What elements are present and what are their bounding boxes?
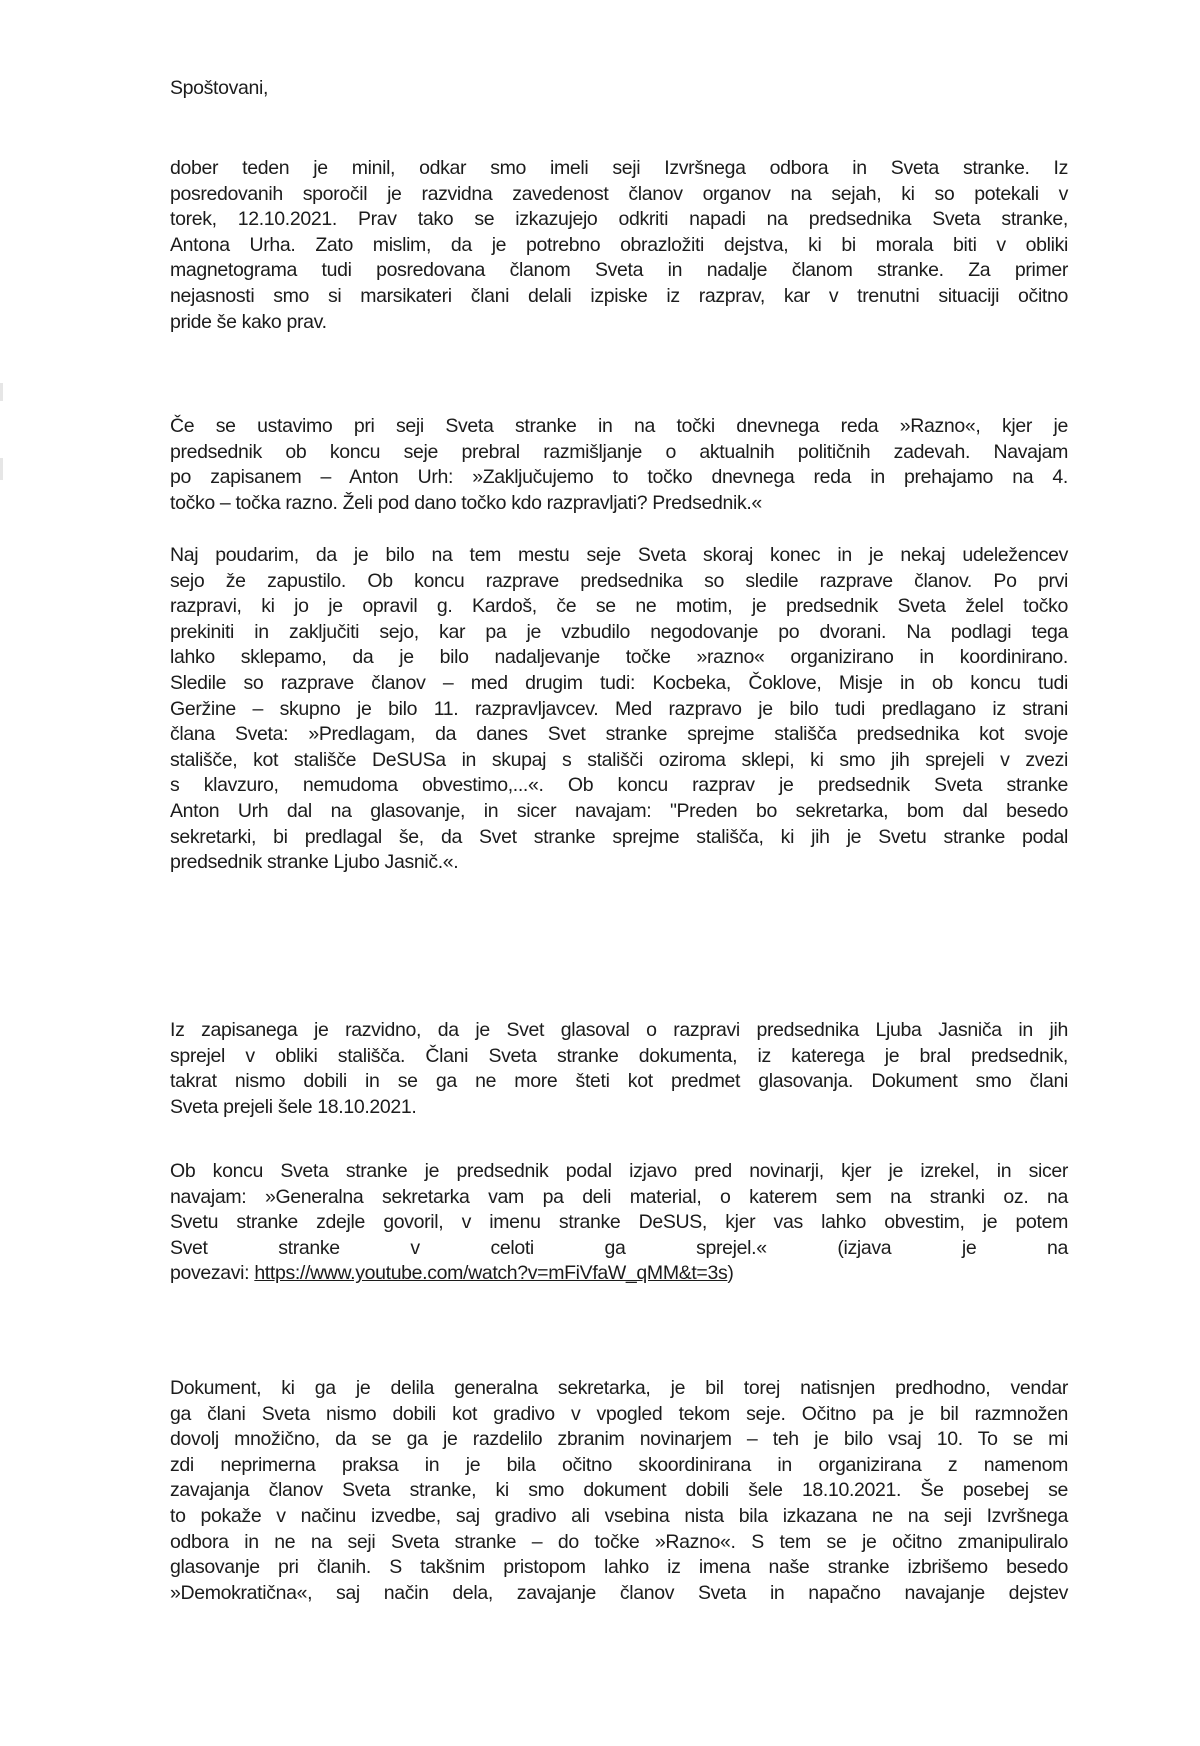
text-line: sekretarki, bi predlagal še, da Svet stranke sprejme stališča, ki jih je Svetu stranke podal [170, 825, 1068, 848]
text-line: po zapisanem – Anton Urh: »Zaključujemo to točko dnevnega reda in prehajamo na 4. [170, 466, 1068, 489]
text-line: člana Sveta: »Predlagam, da danes Svet stranke sprejme stališča predsednika kot svoje [170, 723, 1068, 746]
text-line: torek, 12.10.2021. Prav tako se izkazujejo odkriti napadi na predsednika Sveta stranke, [170, 208, 1068, 231]
text-line: ga člani Sveta nismo dobili kot gradivo v vpogled tekom seje. Očitno pa je bil razmnožen [170, 1402, 1068, 1425]
text-line: dovolj množično, da se ga je razdelilo zbranim novinarjem – teh je bilo vsaj 10. To se mi [170, 1428, 1068, 1451]
text-line: magnetograma tudi posredovana članom Sveta in nadalje članom stranke. Za primer [170, 259, 1068, 282]
text-line: s klavzuro, nemudoma obvestimo,...«. Ob koncu razprav je predsednik Sveta stranke [170, 774, 1068, 797]
link-suffix: ) [727, 1262, 734, 1285]
text-line: Antona Urha. Zato mislim, da je potrebno obrazložiti dejstva, ki bi morala biti v obliki [170, 233, 1068, 256]
text-line: lahko sklepamo, da je bilo nadaljevanje točke »razno« organizirano in koordinirano. [170, 646, 1068, 669]
scan-edge-mark [0, 458, 3, 480]
text-line: Geržine – skupno je bilo 11. razpravljavcev. Med razpravo je bilo tudi predlagano iz strani [170, 697, 1068, 720]
link-prefix: povezavi: [170, 1262, 255, 1285]
paragraph-3 [170, 543, 1068, 876]
text-line: točko – točka razno. Želi pod dano točko kdo razpravljati? Predsednik.« [170, 491, 762, 514]
text-line: Anton Urh dal na glasovanje, in sicer navajam: "Preden bo sekretarka, bom dal besedo [170, 799, 1068, 822]
text-line: predsednik stranke Ljubo Jasnič.«. [170, 851, 459, 874]
text-line: nejasnosti smo si marsikateri člani delali izpiske iz razprav, kar v trenutni situaciji očitno [170, 284, 1068, 307]
text-line: Iz zapisanega je razvidno, da je Svet glasoval o razpravi predsednika Ljuba Jasniča in jih [170, 1019, 1068, 1041]
scan-edge-mark [0, 383, 3, 401]
text-line: zavajanja članov Sveta stranke, ki smo dokument dobili šele 18.10.2021. Še posebej se [170, 1479, 1068, 1502]
text-line: navajam: »Generalna sekretarka vam pa deli material, o katerem sem na stranki oz. na [170, 1185, 1068, 1208]
text-line: pride še kako prav. [170, 310, 327, 333]
text-line: takrat nismo dobili in se ga ne more šteti kot predmet glasovanja. Dokument smo člani [170, 1070, 1068, 1093]
youtube-link[interactable]: https://www.youtube.com/watch?v=mFiVfaW_qMM&t=3s [254, 1262, 728, 1285]
text-line: Naj poudarim, da je bilo na tem mestu seje Sveta skoraj konec in je nekaj udeležencev [170, 544, 1068, 566]
link-line [170, 1261, 1068, 1287]
text-line: Ob koncu Sveta stranke je predsednik podal izjavo pred novinarji, kjer je izrekel, in sicer [170, 1160, 1068, 1182]
text-line: Sledile so razprave članov – med drugim tudi: Kocbeka, Čoklove, Misje in ob koncu tudi [170, 671, 1068, 694]
salutation [170, 76, 1068, 102]
text-line: dober teden je minil, odkar smo imeli seji Izvršnega odbora in Sveta stranke. Iz [170, 157, 1068, 179]
text-line: to pokaže v načinu izvedbe, saj gradivo ali vsebina nista bila izkazana ne na seji Izvršnega [170, 1504, 1068, 1527]
paragraph-2 [170, 414, 1068, 516]
text-line: Sveta prejeli šele 18.10.2021. [170, 1095, 417, 1118]
text-line: Svet stranke v celoti ga sprejel.« (izjava je na [170, 1236, 1068, 1259]
text-line: sprejel v obliki stališča. Člani Sveta stranke dokumenta, iz katerega je bral predsednik, [170, 1044, 1068, 1067]
text-line: stališče, kot stališče DeSUSa in skupaj s stališči oziroma sklepi, ki smo jih sprejeli v zvezi [170, 748, 1068, 771]
text-line: predsednik ob koncu seje prebral razmišljanje o aktualnih političnih zadevah. Navajam [170, 440, 1068, 463]
paragraph-6 [170, 1376, 1068, 1606]
text-line: Dokument, ki ga je delila generalna sekretarka, je bil torej natisnjen predhodno, vendar [170, 1377, 1068, 1399]
salutation-text: Spoštovani, [170, 77, 269, 99]
text-line: prekiniti in zaključiti sejo, kar pa je vzbudilo negodovanje po dvorani. Na podlagi tega [170, 620, 1068, 643]
text-line: »Demokratična«, saj način dela, zavajanje članov Sveta in napačno navajanje dejstev [170, 1581, 1068, 1604]
text-line: razpravi, ki jo je opravil g. Kardoš, če se ne motim, je predsednik Sveta želel točko [170, 595, 1068, 618]
paragraph-1 [170, 156, 1068, 335]
text-line: Svetu stranke zdejle govoril, v imenu stranke DeSUS, kjer vas lahko obvestim, je potem [170, 1211, 1068, 1234]
paragraph-5 [170, 1159, 1068, 1287]
paragraph-4 [170, 1018, 1068, 1120]
text-line: Če se ustavimo pri seji Sveta stranke in na točki dnevnega reda »Razno«, kjer je [170, 415, 1068, 437]
text-line: glasovanje pri članih. S takšnim pristopom lahko iz imena naše stranke izbrišemo besedo [170, 1556, 1068, 1579]
text-line: sejo že zapustilo. Ob koncu razprave predsednika so sledile razprave članov. Po prvi [170, 569, 1068, 592]
text-line: posredovanih sporočil je razvidna zavedenost članov organov na sejah, ki so potekali v [170, 182, 1068, 205]
text-line: zdi neprimerna praksa in je bila očitno skoordinirana in organizirana z namenom [170, 1453, 1068, 1476]
text-line: odbora in ne na seji Sveta stranke – do točke »Razno«. S tem se je očitno zmanipuliralo [170, 1530, 1068, 1553]
